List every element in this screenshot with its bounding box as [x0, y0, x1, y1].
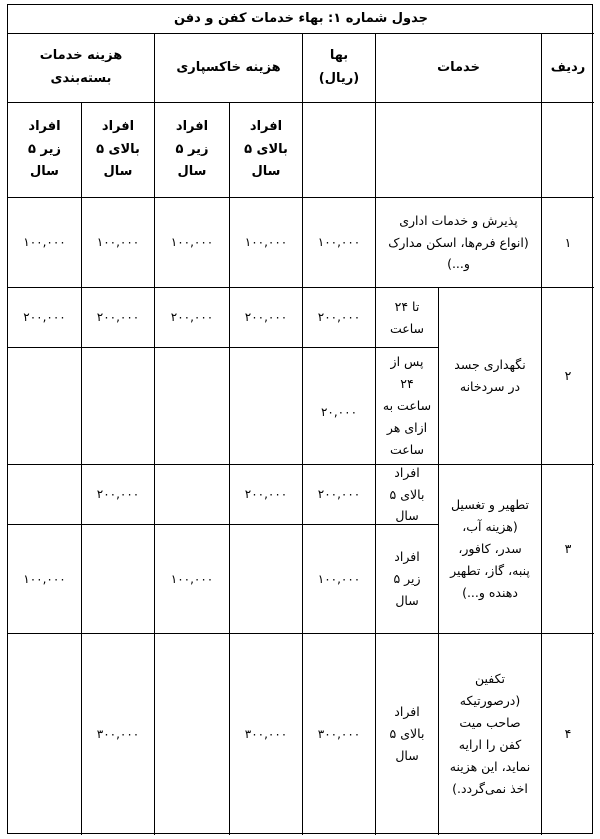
header-price: بها (ریال) [318, 48, 360, 86]
row-4-no: ۴ [564, 726, 572, 742]
header-k-under5: افراد زیر ۵ سال [175, 118, 209, 180]
header-packaging: هزینه خدمات بسته‌بندی [39, 48, 123, 86]
row-3b-p-under5: ۱۰۰,۰۰۰ [23, 571, 66, 586]
row-3a-k-over5: ۲۰۰,۰۰۰ [244, 487, 288, 501]
header-services: خدمات [437, 59, 480, 75]
row-1-price: ۱۰۰,۰۰۰ [317, 235, 361, 249]
header-k-over5: افراد بالای ۵ سال [244, 118, 288, 180]
row-3a-p-over5: ۲۰۰,۰۰۰ [96, 487, 140, 501]
header-row-no: ردیف [550, 59, 586, 75]
row-2b-label: پس از ۲۴ ساعت به ازای هر ساعت [382, 354, 432, 457]
row-2a-price: ۲۰۰,۰۰۰ [317, 310, 361, 324]
row-2b-price: ۲۰,۰۰۰ [320, 404, 358, 419]
table-title: جدول شماره ۱: بهاء خدمات کفن و دفن [173, 10, 429, 26]
row-3-service: تطهیر و تغسیل (هزینه آب، سدر، کافور، پنبه، گاز، تطهیر دهنده و...) [450, 497, 530, 600]
row-4-k-under5 [155, 634, 229, 834]
row-4-price: ۳۰۰,۰۰۰ [317, 726, 361, 741]
row-4-k-over5: ۳۰۰,۰۰۰ [244, 726, 288, 741]
header-p-under5: افراد زیر ۵ سال [28, 118, 61, 180]
row-1-k-over5: ۱۰۰,۰۰۰ [244, 235, 288, 249]
row-3b-k-over5 [230, 525, 302, 633]
row-1-no: ۱ [564, 234, 572, 250]
row-2a-p-over5: ۲۰۰,۰۰۰ [96, 310, 140, 324]
row-2-no: ۲ [564, 368, 572, 384]
row-3a-k-under5 [155, 465, 229, 524]
fee-table [7, 4, 593, 834]
row-2a-label: تا ۲۴ ساعت [389, 298, 424, 336]
row-1-p-under5: ۱۰۰,۰۰۰ [23, 235, 66, 249]
row-3a-p-under5 [8, 465, 81, 524]
row-4-label: افراد بالای ۵ سال [389, 704, 425, 763]
row-3a-label: افراد بالای ۵ سال [389, 464, 425, 524]
row-3b-k-under5: ۱۰۰,۰۰۰ [170, 571, 214, 586]
header-khaksupari: هزینه خاکسپاری [176, 59, 281, 75]
row-1-p-over5: ۱۰۰,۰۰۰ [96, 235, 140, 249]
row-4-p-under5 [8, 634, 81, 834]
row-3b-p-over5 [82, 525, 154, 633]
header-p-over5: افراد بالای ۵ سال [96, 118, 140, 180]
row-2a-k-over5: ۲۰۰,۰۰۰ [244, 310, 288, 324]
row-2a-p-under5: ۲۰۰,۰۰۰ [23, 310, 66, 324]
row-1-service: پذیرش و خدمات اداری (انواع فرم‌ها، اسکن مدارک و...) [388, 212, 529, 272]
row-3-no: ۳ [564, 541, 572, 557]
row-1-k-under5: ۱۰۰,۰۰۰ [170, 235, 214, 249]
row-2-service: نگهداری جسد در سردخانه [454, 357, 526, 394]
row-4-p-over5: ۳۰۰,۰۰۰ [96, 726, 140, 741]
row-3a-price: ۲۰۰,۰۰۰ [317, 487, 361, 501]
row-2a-k-under5: ۲۰۰,۰۰۰ [170, 310, 214, 324]
row-3b-price: ۱۰۰,۰۰۰ [317, 571, 361, 586]
row-4-service: تکفین (درصورتیکه صاحب میت کفن را ارایه نماید، این هزینه اخذ نمی‌گردد.) [449, 671, 531, 796]
row-3b-label: افراد زیر ۵ سال [393, 549, 421, 608]
